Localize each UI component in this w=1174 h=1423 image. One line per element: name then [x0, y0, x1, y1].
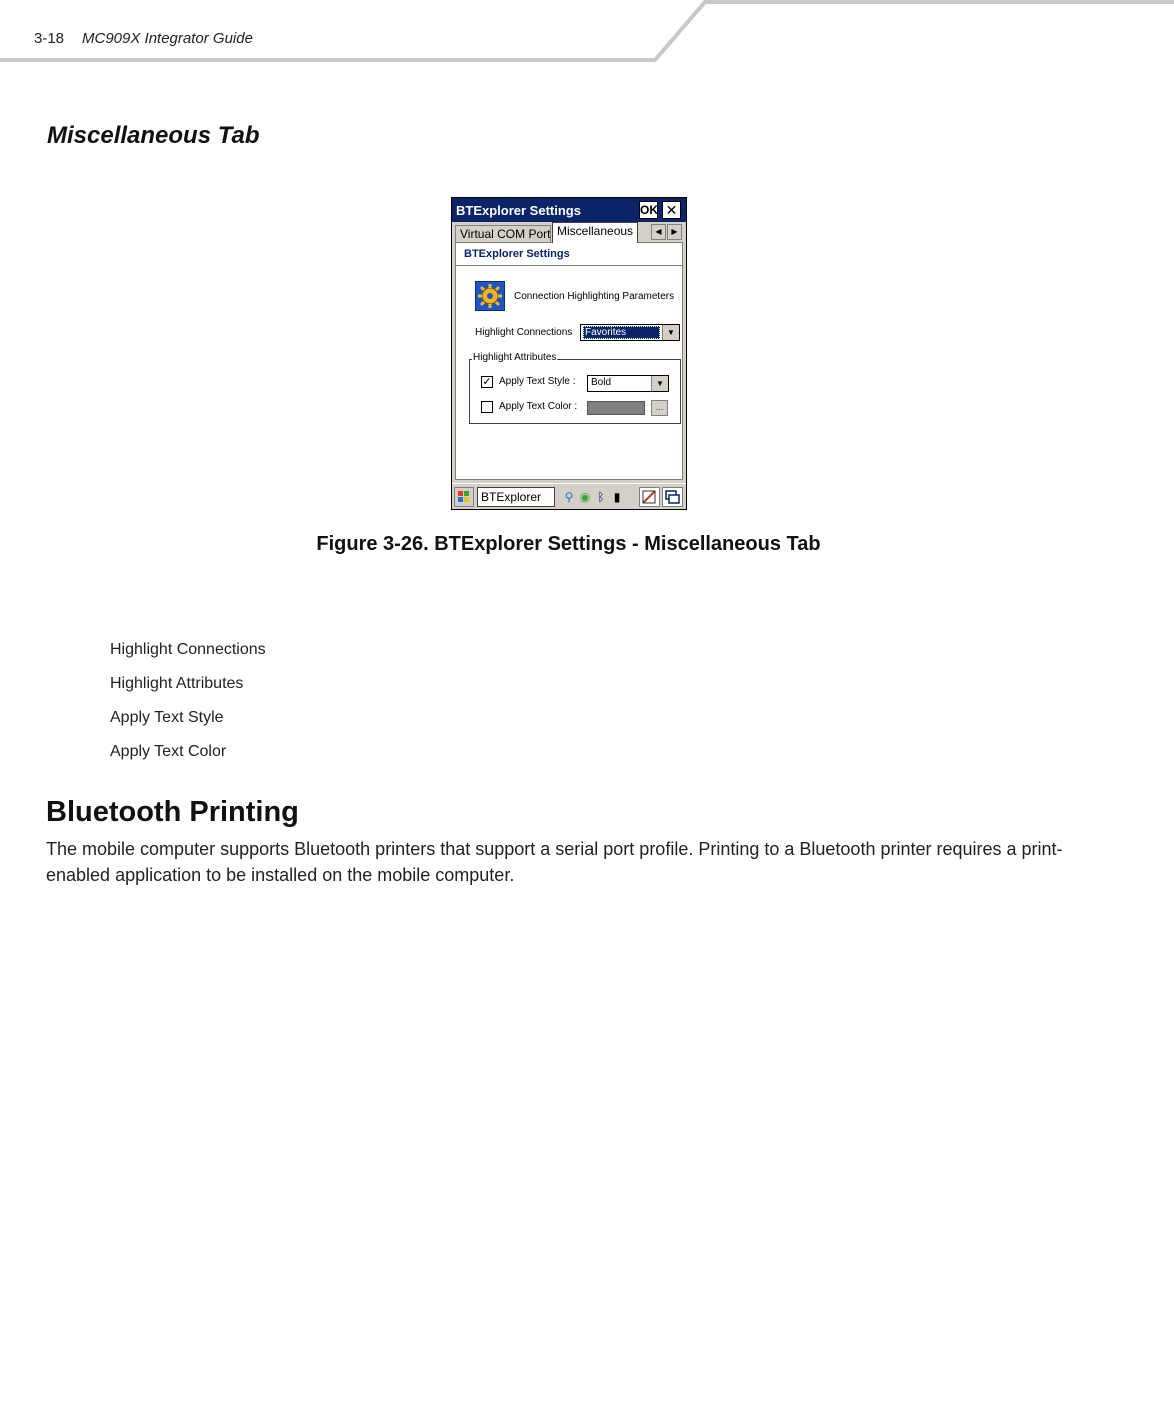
tab-scroll-right-icon[interactable]: ▶	[667, 224, 682, 240]
network-icon[interactable]: ⚲	[564, 490, 574, 504]
term-highlight-attributes: Highlight Attributes	[110, 675, 244, 692]
apply-text-color-checkbox[interactable]	[481, 401, 493, 413]
text-style-select[interactable]	[587, 375, 669, 392]
text-color-swatch	[587, 401, 645, 415]
window-title: BTExplorer Settings	[456, 203, 581, 218]
signal-icon[interactable]: ▮	[613, 490, 621, 504]
tab-strip	[452, 222, 686, 242]
color-picker-button[interactable]: ...	[651, 400, 668, 416]
figure-caption: Figure 3-26. BTExplorer Settings - Miscellaneous Tab	[316, 533, 821, 555]
term-apply-text-color: Apply Text Color	[110, 743, 227, 760]
highlight-connections-select[interactable]	[580, 324, 680, 341]
bluetooth-icon[interactable]: ᛒ	[597, 490, 605, 504]
taskbar-app-button[interactable]: BTExplorer	[477, 487, 555, 507]
panel-divider	[456, 265, 682, 266]
term-apply-text-style: Apply Text Style	[110, 709, 224, 726]
text-style-value: Bold	[591, 377, 612, 388]
settings-panel	[455, 242, 683, 480]
ok-button[interactable]: OK	[640, 203, 658, 217]
page-number: 3-18	[34, 30, 65, 47]
apply-text-style-checkbox[interactable]: ✓	[482, 376, 492, 388]
windows-start-icon[interactable]	[454, 487, 474, 507]
term-highlight-connections: Highlight Connections	[110, 641, 266, 658]
window-titlebar	[452, 198, 686, 222]
panel-title: BTExplorer Settings	[464, 248, 570, 260]
system-tray	[560, 487, 636, 507]
settings-gear-icon	[475, 281, 505, 311]
connection-params-label: Connection Highlighting Parameters	[514, 291, 675, 302]
dropdown-arrow-icon[interactable]: ▼	[651, 376, 668, 391]
sync-icon[interactable]: ◉	[579, 490, 591, 504]
bluetooth-printing-body: The mobile computer supports Bluetooth printers that support a serial port profile. Printing to a Bluetooth printer requires a print-enabled application to be installed on the mobile computer.	[46, 839, 1063, 885]
window-switch-icon[interactable]	[662, 487, 683, 507]
pen-icon[interactable]	[639, 487, 660, 507]
tab-miscellaneous[interactable]: Miscellaneous	[552, 222, 638, 243]
book-title: MC909X Integrator Guide	[82, 30, 253, 47]
highlight-attributes-label: Highlight Attributes	[473, 352, 557, 363]
tab-scroll-left-icon[interactable]: ◀	[651, 224, 666, 240]
device-screen	[451, 197, 687, 510]
highlight-connections-value: Favorites	[583, 326, 660, 339]
close-button[interactable]: ✕	[662, 201, 681, 219]
tab-virtual-com-port[interactable]: Virtual COM Port	[455, 225, 551, 242]
section-title: Miscellaneous Tab	[47, 122, 260, 149]
taskbar	[452, 483, 686, 510]
dropdown-arrow-icon[interactable]: ▼	[662, 325, 679, 340]
apply-text-style-label: Apply Text Style :	[499, 376, 576, 387]
highlight-connections-label: Highlight Connections	[475, 327, 573, 338]
apply-text-color-label: Apply Text Color :	[499, 401, 578, 412]
bluetooth-printing-heading: Bluetooth Printing	[46, 796, 299, 828]
